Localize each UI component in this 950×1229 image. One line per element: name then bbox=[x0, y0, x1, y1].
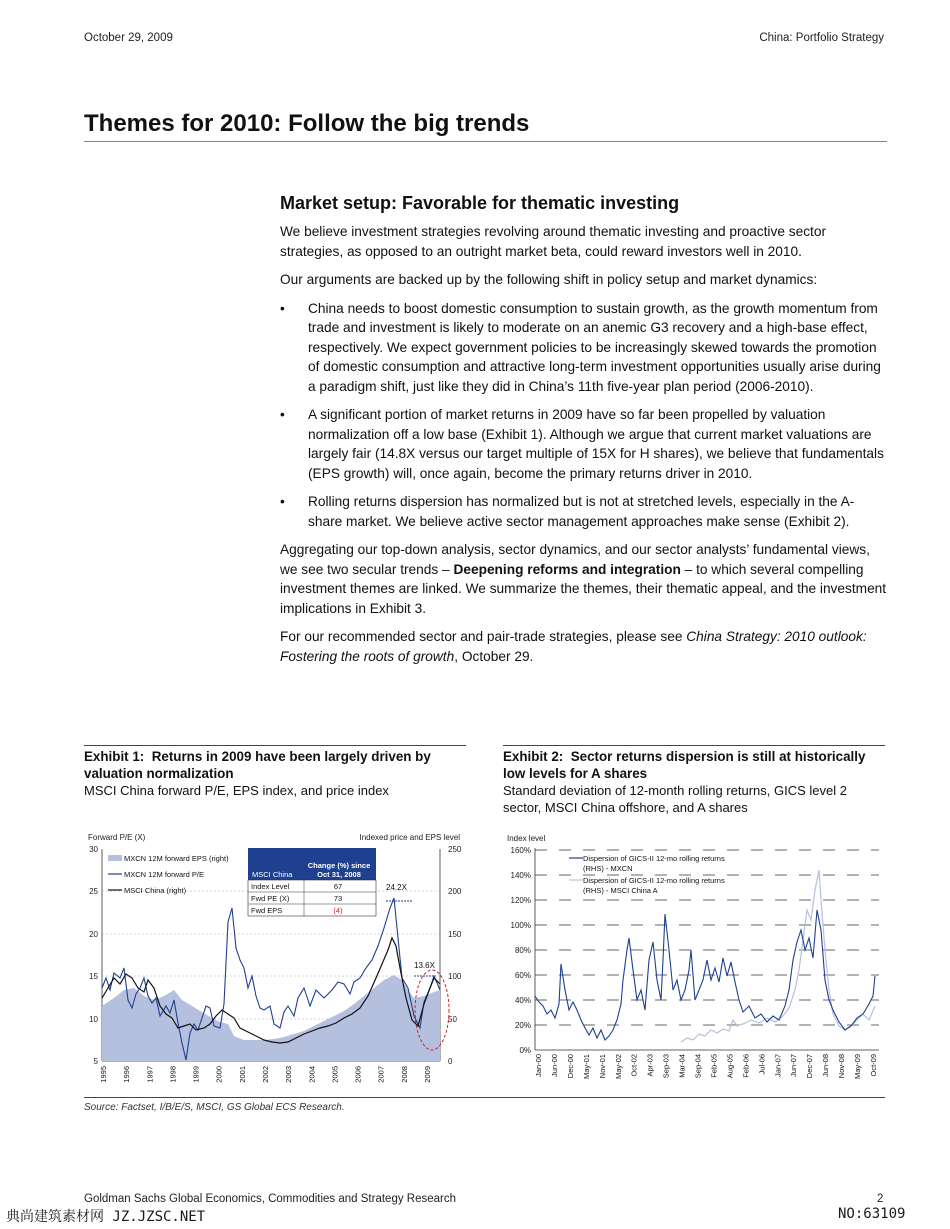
exhibit1-chart bbox=[84, 828, 466, 1093]
exhibit2-rule bbox=[503, 745, 885, 746]
exhibit2-label: Exhibit 2: bbox=[503, 749, 564, 764]
legend-china-a-line2: (RHS) - MSCI China A bbox=[583, 886, 658, 895]
right-tick: 150 bbox=[448, 930, 462, 939]
bullet-text: Rolling returns dispersion has normalized but is not at stretched levels, especially in the A-share market. We believe active sector management approaches make sense (Exhibit 2). bbox=[308, 494, 855, 529]
ex2-y-tick: 120% bbox=[510, 896, 531, 905]
ex2-y-tick: 40% bbox=[514, 996, 531, 1005]
x-tick-label: 2000 bbox=[214, 1066, 224, 1083]
x-tick-label: Nov-01 bbox=[597, 1054, 607, 1079]
exhibits-bottom-rule bbox=[84, 1097, 885, 1098]
legend-price: MSCI China (right) bbox=[124, 886, 187, 895]
x-tick-label: May-02 bbox=[613, 1054, 623, 1080]
x-tick-label: Nov-08 bbox=[837, 1054, 847, 1079]
paragraph-3 bbox=[280, 540, 888, 618]
table-row-value: (4) bbox=[333, 906, 343, 915]
left-tick: 5 bbox=[93, 1057, 98, 1066]
left-tick: 25 bbox=[89, 887, 98, 896]
eps-area bbox=[102, 975, 440, 1061]
x-tick-label: Jun-00 bbox=[549, 1054, 559, 1077]
exhibit2-title bbox=[503, 748, 885, 782]
legend-pe: MXCN 12M forward P/E bbox=[124, 870, 205, 879]
exhibit1-rule bbox=[84, 745, 466, 746]
exhibit1-label: Exhibit 1: bbox=[84, 749, 145, 764]
legend-china-a-line1: Dispersion of GICS-II 12-mo rolling returns bbox=[583, 876, 725, 885]
paragraph-1: We believe investment strategies revolving around thematic investing and proactive sector strategies, as opposed to an outright market beta, could reward investors well in 2010. bbox=[280, 224, 827, 259]
exhibit1-header bbox=[84, 748, 466, 799]
change-table bbox=[248, 848, 376, 916]
x-tick-label: 2008 bbox=[399, 1066, 409, 1083]
x-tick-label: May-01 bbox=[581, 1054, 591, 1080]
exhibit1-subtitle: MSCI China forward P/E, EPS index, and price index bbox=[84, 783, 389, 798]
ex2-y-tick: 60% bbox=[514, 971, 531, 980]
ex2-y-tick: 100% bbox=[510, 921, 531, 930]
bullet-item bbox=[280, 405, 888, 483]
legend-mxcn-line1: Dispersion of GICS-II 12-mo rolling returns bbox=[583, 854, 725, 863]
x-tick-label: 1996 bbox=[122, 1066, 132, 1083]
paragraph-4-c: , October 29. bbox=[454, 648, 534, 664]
ex2-axis-title: Index level bbox=[507, 834, 546, 843]
left-axis-title: Forward P/E (X) bbox=[88, 833, 146, 842]
title-rule bbox=[84, 141, 887, 142]
x-tick-label: 2005 bbox=[330, 1066, 340, 1083]
x-tick-label: 1995 bbox=[99, 1066, 108, 1083]
x-tick-label: Jul-06 bbox=[757, 1054, 767, 1075]
header-date: October 29, 2009 bbox=[84, 32, 173, 44]
exhibit2-chart bbox=[503, 830, 885, 1092]
exhibit1-title bbox=[84, 748, 466, 782]
left-tick: 20 bbox=[89, 930, 98, 939]
annotation-pe-current: 13.6X bbox=[414, 961, 435, 970]
left-tick: 30 bbox=[89, 845, 98, 854]
x-tick-label: 1998 bbox=[168, 1066, 178, 1083]
page-title: Themes for 2010: Follow the big trends bbox=[84, 110, 530, 137]
right-tick: 100 bbox=[448, 972, 462, 981]
x-tick-label: Aug-05 bbox=[725, 1054, 735, 1079]
bullet-dot-icon: • bbox=[280, 407, 285, 422]
series-msci-china-a bbox=[681, 870, 875, 1042]
exhibit1-title-text: Returns in 2009 have been largely driven by valuation normalization bbox=[84, 749, 431, 781]
bullet-text: China needs to boost domestic consumption to sustain growth, as the growth momentum from trade and investment is likely to moderate on an anemic G3 recovery and a high-base effect, respectively. We expect government policies to be increasingly skewed towards the promotion of domestic consumption and attractive long-term investment opportunities usually arise during a paradigm shift, just like they did in China’s 11th five-year plan period (2006-2010). bbox=[308, 300, 881, 394]
x-tick-label: Jun-08 bbox=[821, 1054, 831, 1077]
section-heading: Market setup: Favorable for thematic investing bbox=[280, 193, 680, 213]
x-tick-label: Dec-00 bbox=[565, 1054, 575, 1079]
x-tick-label: 2001 bbox=[237, 1066, 247, 1083]
bullet-list bbox=[280, 299, 888, 532]
table-row-value: 67 bbox=[333, 882, 343, 891]
x-tick-label: Sep-04 bbox=[693, 1054, 703, 1079]
x-tick-label: 1997 bbox=[145, 1066, 155, 1083]
paragraph-4-italic: China Strategy: 2010 outlook: Fostering the roots of growth bbox=[280, 629, 867, 664]
bullet-item bbox=[280, 299, 888, 397]
table-head-right-1: Change (%) since bbox=[307, 861, 371, 870]
exhibit2-title-text: Sector returns dispersion is still at historically low levels for A shares bbox=[503, 749, 866, 781]
right-tick: 50 bbox=[448, 1015, 457, 1024]
table-row-value: 73 bbox=[333, 894, 343, 903]
header-report: China: Portfolio Strategy bbox=[759, 32, 884, 44]
exhibit2-subtitle: Standard deviation of 12-month rolling returns, GICS level 2 sector, MSCI China offshore, and A shares bbox=[503, 783, 847, 815]
ex1-x-ticks bbox=[99, 1066, 432, 1083]
ex2-y-tick: 160% bbox=[510, 846, 531, 855]
watermark-right: NO:63109 bbox=[838, 1206, 906, 1222]
bullet-dot-icon: • bbox=[280, 300, 285, 316]
x-tick-label: Feb-06 bbox=[741, 1054, 751, 1078]
ex2-y-tick: 20% bbox=[514, 1021, 531, 1030]
x-tick-label: 2009 bbox=[423, 1066, 432, 1083]
bullet-text: A significant portion of market returns in 2009 have so far been propelled by valuation normalization off a low base (Exhibit 1). Although we argue that current market valuations are largely fair (14.8X versus our target multiple of 15X for H shares), we believe that fundamentals (EPS growth) will, once again, become the primary returns driver in 2010. bbox=[308, 407, 884, 481]
x-tick-label: 2007 bbox=[376, 1066, 386, 1083]
x-tick-label: Sep-03 bbox=[661, 1054, 671, 1079]
x-tick-label: Oct-02 bbox=[629, 1054, 639, 1077]
watermark-left: 典尚建筑素材网 JZ.JZSC.NET bbox=[6, 1209, 206, 1225]
left-tick: 10 bbox=[89, 1015, 98, 1024]
right-tick: 250 bbox=[448, 845, 462, 854]
x-tick-label: May-09 bbox=[853, 1054, 863, 1080]
legend-eps: MXCN 12M forward EPS (right) bbox=[124, 854, 229, 863]
right-tick: 200 bbox=[448, 887, 462, 896]
table-row-label: Index Level bbox=[251, 882, 290, 891]
paragraph-3-c: – to which several compelling investment themes are linked. We summarize the themes, their thematic appeal, and the investment implications in Exhibit 3. bbox=[280, 561, 887, 616]
ex2-y-tick: 80% bbox=[514, 946, 531, 955]
right-tick: 0 bbox=[448, 1057, 453, 1066]
x-tick-label: 2006 bbox=[353, 1066, 363, 1083]
ex2-y-tick: 140% bbox=[510, 871, 531, 880]
x-tick-label: Feb-05 bbox=[709, 1054, 719, 1078]
paragraph-4-a: For our recommended sector and pair-trade strategies, please see bbox=[280, 629, 687, 644]
page-number: 2 bbox=[877, 1193, 884, 1205]
table-row-label: Fwd EPS bbox=[251, 906, 283, 915]
exhibit2-header bbox=[503, 748, 885, 816]
footer-text: Goldman Sachs Global Economics, Commodities and Strategy Research bbox=[84, 1193, 457, 1205]
right-axis-title: Indexed price and EPS level bbox=[359, 833, 460, 842]
bullet-dot-icon: • bbox=[280, 494, 285, 509]
x-tick-label: Jan-07 bbox=[773, 1054, 783, 1077]
x-tick-label: Mar-04 bbox=[677, 1054, 687, 1078]
paragraph-3-a: Aggregating our top-down analysis, sector dynamics, and our sector analysts’ fundamental views, we see two secular trends – bbox=[280, 542, 870, 577]
source-note: Source: Factset, I/B/E/S, MSCI, GS Global ECS Research. bbox=[84, 1102, 345, 1113]
bullet-item bbox=[280, 492, 888, 531]
x-tick-label: Jun-07 bbox=[789, 1054, 799, 1077]
table-head-right-2: Oct 31, 2008 bbox=[317, 870, 361, 879]
section-body bbox=[280, 222, 888, 675]
legend-eps-swatch bbox=[108, 855, 122, 861]
x-tick-label: 1999 bbox=[191, 1066, 201, 1083]
paragraph-2: Our arguments are backed up by the following shift in policy setup and market dynamics: bbox=[280, 272, 818, 287]
annotation-pe-peak: 24.2X bbox=[386, 883, 407, 892]
x-tick-label: 2002 bbox=[261, 1066, 270, 1083]
paragraph-3-bold: Deepening reforms and integration bbox=[453, 561, 681, 577]
x-tick-label: Jan-00 bbox=[534, 1054, 543, 1077]
left-tick: 15 bbox=[89, 972, 98, 981]
table-head-left: MSCI China bbox=[252, 870, 293, 879]
table-row-label: Fwd PE (X) bbox=[251, 894, 290, 903]
x-tick-label: 2003 bbox=[284, 1066, 294, 1083]
ex2-y-tick: 0% bbox=[519, 1046, 531, 1055]
x-tick-label: Apr-03 bbox=[645, 1054, 655, 1077]
x-tick-label: Dec-07 bbox=[805, 1054, 815, 1079]
x-tick-label: 2004 bbox=[307, 1066, 317, 1083]
paragraph-4 bbox=[280, 627, 888, 666]
ex2-x-ticks bbox=[534, 1054, 878, 1079]
x-tick-label: Oct-09 bbox=[869, 1054, 878, 1077]
legend-mxcn-line2: (RHS) - MXCN bbox=[583, 864, 633, 873]
